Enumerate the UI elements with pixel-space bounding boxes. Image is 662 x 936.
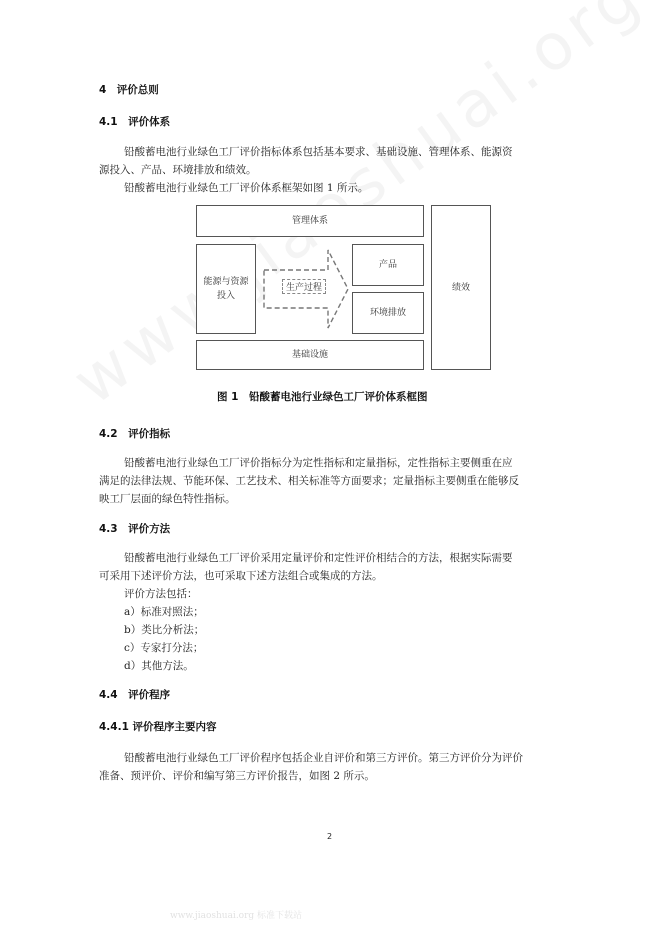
box-product-label: 产品 [378,260,397,270]
box-product [352,244,424,286]
page-number: 2 [327,832,333,841]
section-4-3-para-line1: 铅酸蓄电池行业绿色工厂评价采用定量评价和定性评价相结合的方法，根据实际需要 [124,552,513,564]
method-list-item: d）其他方法。 [124,660,194,672]
section-4-1-title: 4.1 评价体系 [99,116,171,128]
box-performance-label: 绩效 [451,282,470,293]
section-4-3-methods-intro: 评价方法包括： [124,588,198,600]
box-management-label: 管理体系 [291,216,328,226]
box-energy-label: 能源与资源 投入 [203,277,249,301]
box-emission-label: 环境排放 [369,308,406,318]
box-infrastructure [196,340,424,370]
section-4-2-para-line2: 满足的法律法规、节能环保、工艺技术、相关标准等方面要求；定量指标主要侧重在能够反 [99,475,519,487]
section-4-3-title: 4.3 评价方法 [99,523,171,535]
box-environmental-emission [352,292,424,334]
section-4-1-para1-line1: 铅酸蓄电池行业绿色工厂评价指标体系包括基本要求、基础设施、管理体系、能源资 [124,146,513,158]
section-4-4-1-title: 4.4.1 评价程序主要内容 [99,721,217,733]
section-4-2-para-line1: 铅酸蓄电池行业绿色工厂评价指标分为定性指标和定量指标，定性指标主要侧重在应 [124,457,513,469]
section-4-1-para2: 铅酸蓄电池行业绿色工厂评价体系框架如图 1 所示。 [124,182,369,194]
process-label: 生产过程 [282,279,326,294]
box-management-system [196,205,424,237]
box-energy-resource-input [196,244,256,334]
section-4-4-1-para-line1: 铅酸蓄电池行业绿色工厂评价程序包括企业自评价和第三方评价。第三方评价分为评价 [124,752,523,764]
section-4-4-1-para-line2: 准备、预评价、评价和编写第三方评价报告，如图 2 所示。 [99,770,375,782]
footer-watermark-text: www.jiaoshuai.org 标准下载站 [170,911,303,921]
section-4-2-title: 4.2 评价指标 [99,428,171,440]
section-4-3-para-line2: 可采用下述评价方法，也可采取下述方法组合或集成的方法。 [99,570,383,582]
section-4-4-title: 4.4 评价程序 [99,689,171,701]
method-list-item: a）标准对照法； [124,606,204,618]
box-performance [431,205,491,370]
section-4-2-para-line3: 映工厂层面的绿色特性指标。 [99,493,236,505]
box-infrastructure-label: 基础设施 [291,350,328,360]
method-list-item: c）专家打分法； [124,642,204,654]
section-4-title: 4 评价总则 [99,84,159,96]
method-list-item: b）类比分析法； [124,624,205,636]
figure-1-caption: 图 1 铅酸蓄电池行业绿色工厂评价体系框图 [217,391,428,403]
section-4-1-para1-line2: 源投入、产品、环境排放和绩效。 [99,164,257,176]
